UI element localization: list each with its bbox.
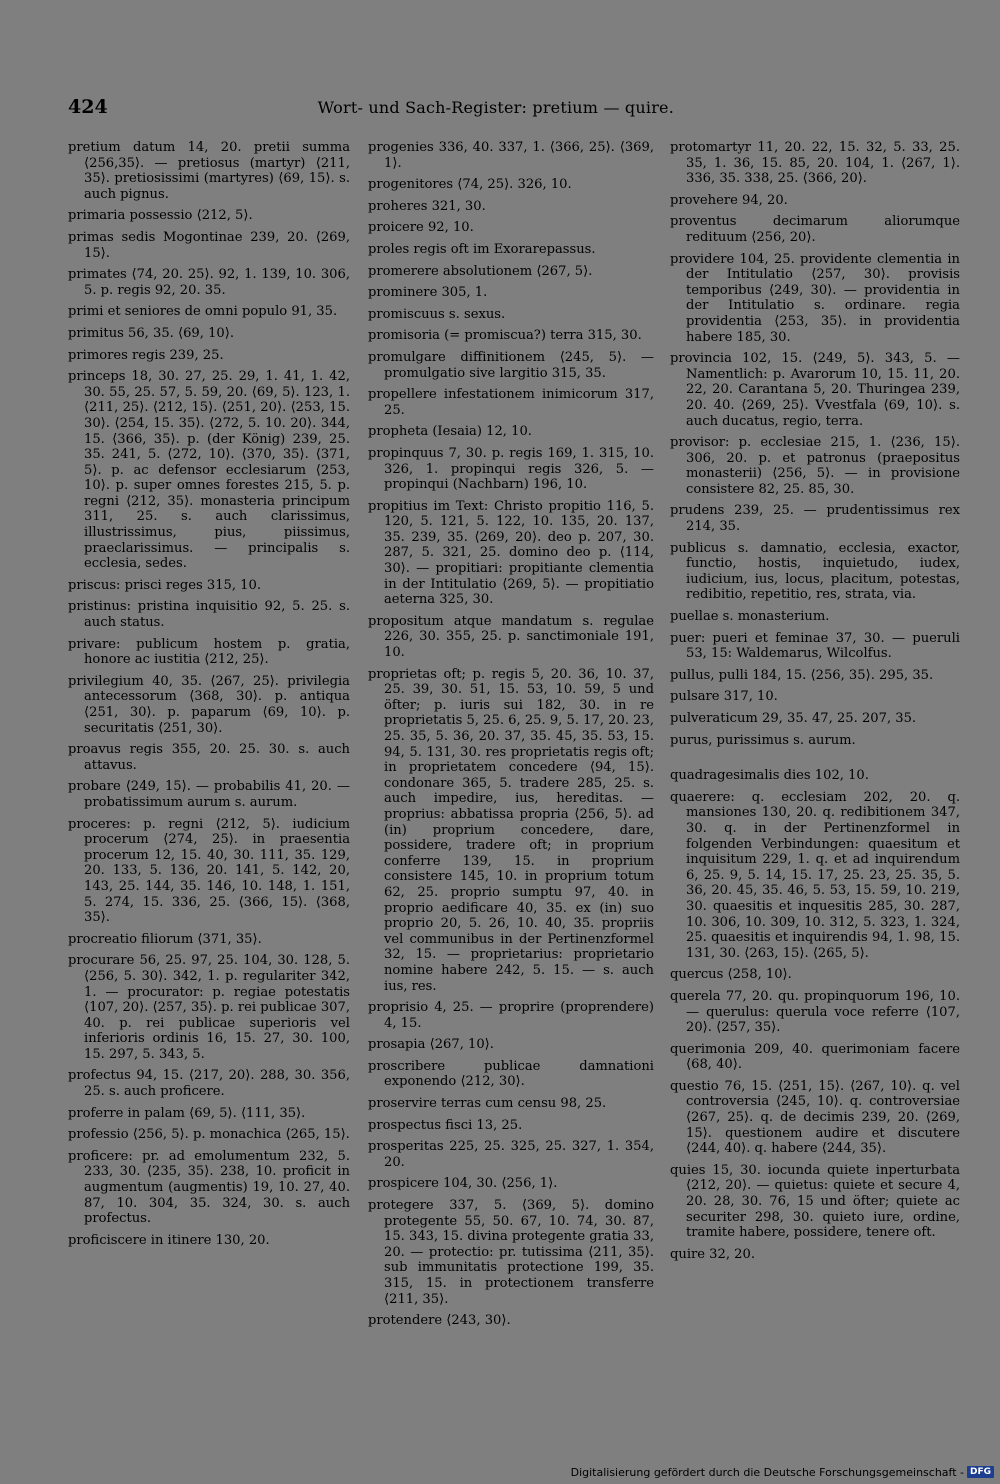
dfg-logo-icon: DFG bbox=[967, 1466, 994, 1478]
index-entry: quadragesimalis dies 102, 10. bbox=[670, 768, 869, 784]
index-entry: protomartyr 11, 20. 22, 15. 32, 5. 33, 25. 35, 1. 36, 15. 85, 20. 104, 1. ⟨267, 1⟩. 336, 35. 338, 25. ⟨366, 20⟩. bbox=[670, 140, 960, 187]
index-column-1 bbox=[68, 140, 350, 1254]
index-entry: quies 15, 30. iocunda quiete inperturbata ⟨212, 20⟩. — quietus: quiete et secure 4, 20. 28, 30. 76, 15 und öfter; quiete ac securiter 298, 30. quieto iure, ordine, tramite habere, possidere, tenere oft. bbox=[670, 1162, 960, 1241]
index-entry: provehere 94, 20. bbox=[670, 192, 788, 208]
index-entry: primas sedis Mogontinae 239, 20. ⟨269, 15⟩. bbox=[68, 229, 350, 261]
index-entry: proceres: p. regni ⟨212, 5⟩. iudicium procerum ⟨274, 25⟩. in praesentia procerum 12, 15. 40, 30. 111, 35. 129, 20. 133, 5. 136, 20. 141, 5. 142, 20, 143, 25. 144, 35. 146, 10. 148, 1. 151, 5. 274, 15. 336, 25. ⟨366, 15⟩. ⟨368, 35⟩. bbox=[68, 816, 350, 926]
index-entry: prominere 305, 1. bbox=[368, 285, 488, 301]
index-entry: prospicere 104, 30. ⟨256, 1⟩. bbox=[368, 1176, 558, 1192]
index-entry: proficere: pr. ad emolumentum 232, 5. 233, 30. ⟨235, 35⟩. 238, 10. proficit in augmentum (augmentis) 19, 10. 27, 40. 87, 10. 304, 35. 324, 30. s. auch profectus. bbox=[68, 1148, 350, 1227]
index-entry: prosperitas 225, 25. 325, 25. 327, 1. 354, 20. bbox=[368, 1139, 654, 1170]
index-entry: propheta (Iesaia) 12, 10. bbox=[368, 424, 532, 440]
index-entry: proscribere publicae damnationi exponendo ⟨212, 30⟩. bbox=[368, 1058, 654, 1090]
index-entry: providere 104, 25. providente clementia in der Intitulatio ⟨257, 30⟩. provisis temporibus ⟨249, 30⟩. — providentia in der Intitulatio s. ordinare. regia providentia ⟨253, 35⟩. in providentia habere 185, 30. bbox=[670, 251, 960, 345]
index-entry: profectus 94, 15. ⟨217, 20⟩. 288, 30. 356, 25. s. auch proficere. bbox=[68, 1068, 350, 1100]
index-entry: primi et seniores de omni populo 91, 35. bbox=[68, 304, 338, 320]
index-entry: proprietas oft; p. regis 5, 20. 36, 10. 37, 25. 39, 30. 51, 15. 53, 10. 59, 5 und öfter; p. iuris sui 182, 30. in re proprietatis 5, 25. 6, 25. 9, 5. 17, 20. 23, 25. 35, 5. 36, 20. 37, 35. 45, 35. 53, 15. 94, 5. 131, 30. res proprietatis regis oft; in proprietatem concedere ⟨94, 15⟩. condonare 365, 5. tradere 285, 25. s. auch impedire, ius, hereditas. — proprius: abbatissa propria ⟨256, 5⟩. ad (in) proprium concedere, dare, possidere, tradere oft; in proprium conferre 139, 15. in proprium consistere 145, 10. in proprium totum 62, 25. proprio sumptu 97, 40. in proprio aedificare 40, 35. ex (in) suo proprio 20, 5. 26, 10. 40, 35. propriis vel communibus in der Pertinenzformel 32, 15. — proprietarius: proprietario nomine habere 242, 5. 15. — s. auch ius, res. bbox=[368, 666, 654, 994]
digitization-credit bbox=[571, 1464, 994, 1480]
index-entry: puer: pueri et feminae 37, 30. — pueruli 53, 15: Waldemarus, Wilcolfus. bbox=[670, 630, 960, 662]
index-entry: proservire terras cum censu 98, 25. bbox=[368, 1096, 607, 1112]
index-entry: publicus s. damnatio, ecclesia, exactor, functio, hostis, inquietudo, iudex, iudicium, ius, locus, placitum, potestas, redibitio, repetitio, res, strata, via. bbox=[670, 540, 960, 603]
index-entry: querela 77, 20. qu. propinquorum 196, 10. — querulus: querula voce referre ⟨107, 20⟩. ⟨257, 35⟩. bbox=[670, 988, 960, 1036]
index-entry: querimonia 209, 40. querimoniam facere ⟨68, 40⟩. bbox=[670, 1041, 960, 1073]
index-entry: provincia 102, 15. ⟨249, 5⟩. 343, 5. — Namentlich: p. Avarorum 10, 15. 11, 20. 22, 20. Carantana 5, 20. Thuringea 239, 20. 40. ⟨269, 25⟩. Vvestfala ⟨69, 10⟩. s. auch ducatus, regio, terra. bbox=[670, 351, 960, 429]
index-entry: privare: publicum hostem p. gratia, honore ac iustitia ⟨212, 25⟩. bbox=[68, 636, 350, 668]
index-entry: provisor: p. ecclesiae 215, 1. ⟨236, 15⟩. 306, 20. p. et patronus (praepositus monasterii) ⟨256, 5⟩. — in provisione consistere 82, 25. 85, 30. bbox=[670, 435, 960, 497]
index-column-3 bbox=[670, 140, 960, 1268]
index-entry: propositum atque mandatum s. regulae 226, 30. 355, 25. p. sanctimoniale 191, 10. bbox=[368, 613, 654, 661]
index-entry: questio 76, 15. ⟨251, 15⟩. ⟨267, 10⟩. q. vel controversia ⟨245, 10⟩. q. controversiae ⟨267, 25⟩. q. de decimis 239, 20. ⟨269, 15⟩. questionem audire et discutere ⟨244, 40⟩. q. habere ⟨244, 35⟩. bbox=[670, 1078, 960, 1157]
index-column-2 bbox=[368, 140, 654, 1335]
index-entry: promiscuus s. sexus. bbox=[368, 306, 506, 322]
index-entry: pulsare 317, 10. bbox=[670, 689, 778, 705]
credit-text: Digitalisierung gefördert durch die Deutsche Forschungsgemeinschaft - bbox=[570, 1465, 964, 1479]
index-entry: pulveraticum 29, 35. 47, 25. 207, 35. bbox=[670, 711, 917, 726]
index-entry: professio ⟨256, 5⟩. p. monachica ⟨265, 15⟩. bbox=[68, 1127, 350, 1143]
index-entry: pretium datum 14, 20. pretii summa ⟨256,35⟩. — pretiosus (martyr) ⟨211, 35⟩. pretiosissimi (martyres) ⟨69, 15⟩. s. auch pignus. bbox=[68, 140, 350, 202]
index-entry: quaerere: q. ecclesiam 202, 20. q. mansiones 130, 20. q. redibitionem 347, 30. q. in der Pertinenzformel in folgenden Verbindungen: quaesitum et inquisitum 229, 1. q. et ad inquirendum 6, 25. 9, 5. 14, 15. 17, 25. 23, 25. 35, 5. 36, 20. 45, 35. 46, 5. 53, 15. 59, 10. 219, 30. quaesitis et inquesitis 285, 30. 287, 10. 306, 10. 309, 10. 312, 5. 323, 1. 324, 25. quaesitis et inquirendis 94, 1. 98, 15. 131, 30. ⟨263, 15⟩. ⟨265, 5⟩. bbox=[670, 789, 960, 961]
index-entry: primitus 56, 35. ⟨69, 10⟩. bbox=[68, 325, 235, 341]
index-entry: pullus, pulli 184, 15. ⟨256, 35⟩. 295, 35. bbox=[670, 667, 934, 683]
index-entry: propellere infestationem inimicorum 317, 25. bbox=[368, 387, 654, 418]
index-entry: protendere ⟨243, 30⟩. bbox=[368, 1313, 511, 1329]
index-entry: puellae s. monasterium. bbox=[670, 609, 830, 625]
index-entry: prudens 239, 25. — prudentissimus rex 214, 35. bbox=[670, 503, 960, 535]
index-entry: progenitores ⟨74, 25⟩. 326, 10. bbox=[368, 177, 572, 193]
index-entry: proferre in palam ⟨69, 5⟩. ⟨111, 35⟩. bbox=[68, 1105, 306, 1121]
index-entry: primores regis 239, 25. bbox=[68, 347, 224, 363]
index-entry: promulgare diffinitionem ⟨245, 5⟩. — promulgatio sive largitio 315, 35. bbox=[368, 349, 654, 381]
page-title: Wort- und Sach-Register: pretium — quire. bbox=[317, 98, 674, 117]
page-number: 424 bbox=[68, 96, 108, 118]
index-entry: progenies 336, 40. 337, 1. ⟨366, 25⟩. ⟨369, 1⟩. bbox=[368, 140, 654, 171]
index-entry: proficiscere in itinere 130, 20. bbox=[68, 1232, 270, 1248]
index-entry: proavus regis 355, 20. 25. 30. s. auch attavus. bbox=[68, 742, 350, 773]
index-entry: princeps 18, 30. 27, 25. 29, 1. 41, 1. 42, 30. 55, 25. 57, 5. 59, 20. ⟨69, 5⟩. 123, 1. ⟨211, 25⟩. ⟨212, 15⟩. ⟨251, 20⟩. ⟨253, 15. 30⟩. ⟨254, 15. 35⟩. ⟨272, 5. 10. 20⟩. 344, 15. ⟨366, 35⟩. p. (der König) 239, 25. 35. 241, 5. ⟨272, 10⟩. ⟨370, 35⟩. ⟨371, 5⟩. p. ac defensor ecclesiarum ⟨253, 10⟩. p. super omnes forestes 215, 5. p. regni ⟨212, 35⟩. monasteria principum 311, 25. s. auch clarissimus, illustrissimus, pius, piissimus, praeclarissimus. — principalis s. ecclesia, sedes. bbox=[68, 369, 350, 572]
index-entry: probare ⟨249, 15⟩. — probabilis 41, 20. — probatissimum aurum s. aurum. bbox=[68, 779, 350, 810]
index-entry: proprisio 4, 25. — proprire (proprendere) 4, 15. bbox=[368, 1000, 654, 1031]
index-entry: procreatio filiorum ⟨371, 35⟩. bbox=[68, 931, 262, 947]
index-entry: pristinus: pristina inquisitio 92, 5. 25. s. auch status. bbox=[68, 599, 350, 631]
index-entry: prospectus fisci 13, 25. bbox=[368, 1117, 523, 1133]
index-entry: primaria possessio ⟨212, 5⟩. bbox=[68, 208, 253, 224]
index-entry: proheres 321, 30. bbox=[368, 198, 486, 214]
index-entry: proventus decimarum aliorumque redituum ⟨256, 20⟩. bbox=[670, 214, 960, 245]
index-entry: propinquus 7, 30. p. regis 169, 1. 315, 10. 326, 1. propinqui regis 326, 5. — propinqui (Nachbarn) 196, 10. bbox=[368, 445, 654, 493]
index-entry: quire 32, 20. bbox=[670, 1246, 755, 1262]
index-entry: purus, purissimus s. aurum. bbox=[670, 732, 856, 748]
index-entry: promerere absolutionem ⟨267, 5⟩. bbox=[368, 263, 593, 279]
index-entry: promisoria (= promiscua?) terra 315, 30. bbox=[368, 328, 642, 344]
running-header bbox=[68, 96, 674, 120]
index-entry: propitius im Text: Christo propitio 116, 5. 120, 5. 121, 5. 122, 10. 135, 20. 137, 35. 239, 35. ⟨269, 20⟩. deo p. 207, 30. 287, 5. 321, 25. domino deo p. ⟨114, 30⟩. — propitiari: propitiante clementia in der Intitulatio ⟨269, 5⟩. — propitiatio aeterna 325, 30. bbox=[368, 498, 654, 608]
index-entry: protegere 337, 5. ⟨369, 5⟩. domino protegente 55, 50. 67, 10. 74, 30. 87, 15. 343, 15. divina protegente gratia 33, 20. — protectio: pr. tutissima ⟨211, 35⟩. sub immunitatis protectione 199, 35. 315, 15. in protectionem transferre ⟨211, 35⟩. bbox=[368, 1198, 654, 1307]
index-entry: privilegium 40, 35. ⟨267, 25⟩. privilegia antecessorum ⟨368, 30⟩. p. antiqua ⟨251, 30⟩. p. paparum ⟨69, 10⟩. p. securitatis ⟨251, 30⟩. bbox=[68, 673, 350, 736]
index-entry: prosapia ⟨267, 10⟩. bbox=[368, 1037, 494, 1053]
index-entry: quercus ⟨258, 10⟩. bbox=[670, 967, 792, 983]
index-entry: proles regis oft im Exorarepassus. bbox=[368, 241, 596, 257]
index-entry: procurare 56, 25. 97, 25. 104, 30. 128, 5. ⟨256, 5. 30⟩. 342, 1. p. regulariter 342, 1. — procurator: p. regiae potestatis ⟨107, 20⟩. ⟨257, 35⟩. p. rei publicae 307, 40. p. rei publicae superioris vel inferioris ordinis 16, 15. 27, 30. 100, 15. 297, 5. 343, 5. bbox=[68, 953, 350, 1062]
index-entry: primates ⟨74, 20. 25⟩. 92, 1. 139, 10. 306, 5. p. regis 92, 20. 35. bbox=[68, 267, 350, 298]
index-entry: proicere 92, 10. bbox=[368, 220, 474, 236]
index-entry: priscus: prisci reges 315, 10. bbox=[68, 577, 261, 593]
